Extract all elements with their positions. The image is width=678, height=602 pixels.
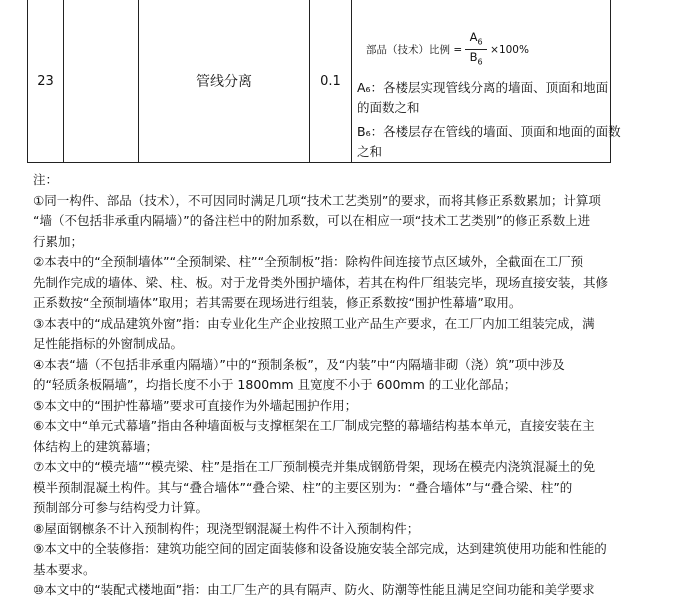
note-5: ⑤本文中的“围护性幕墙”要求可直接作为外墙起围护作用； (33, 397, 358, 413)
formula-denominator: $B_6$ (469, 50, 483, 67)
formula-numerator: $A_6$ (469, 30, 483, 47)
formula-prefix: 部品（技术）比例 = (366, 44, 463, 57)
note-9: ⑨本文中的全装修指：建筑功能空间的固定面装修和设备设施安装全部完成，达到建筑使用功能和性能的 基本要求。 (33, 541, 607, 577)
formula-fraction (465, 30, 487, 70)
notes-section (33, 170, 608, 601)
note-6: ⑥本文中“单元式幕墙”指由各种墙面板与支撑框架在工厂制成完整的幕墙结构基本单元，直接安装在主 体结构上的建筑幕墙； (33, 418, 595, 454)
formula-suffix: ×100% (490, 43, 529, 56)
definition-b: B₆：各楼层存在管线的墙面、顶面和地面的面数 之和 (357, 124, 621, 159)
note-1: ①同一构件、部品（技术），不可因同时满足几项“技术工艺类别”的要求，而将其修正系数累加；计算项 “墙（不包括非承重内隔墙）”的备注栏中的附加系数，可以在相应一项“技术工艺类别”的修正系数上进 行累加； (33, 192, 601, 249)
note-8: ⑧屋面钢檩条不计入预制构件；现浇型钢混凝土构件不计入预制构件； (33, 520, 420, 536)
ratio-formula (366, 30, 529, 70)
coefficient-value: 0.1 (320, 73, 341, 89)
note-2: ②本表中的“全预制墙体”“全预制梁、柱”“全预制板”指：除构件间连接节点区域外，全截面在工厂预 先制作完成的墙体、梁、柱、板。对于龙骨类外围护墙体，若其在构件厂组装完毕，现场直接安装，其修 正系数按“全预制墙体”取用；若其需要在现场进行组装，修正系数按“围护性幕墙”取用。 (33, 254, 609, 310)
category-cell (64, 0, 138, 162)
note-7: ⑦本文中的“模壳墙”“模壳梁、柱”是指在工厂预制模壳并集成钢筋骨架，现场在模壳内浇筑混凝土的免 模半预制混凝土构件。其与“叠合墙体”“叠合梁、柱”的主要区别为：“叠合墙体”与“叠合梁、柱”的 预制部分可参与结构受力计算。 (33, 459, 596, 515)
row-number: 23 (37, 73, 54, 89)
note-3: ③本表中的“成品建筑外窗”指：由专业化生产企业按照工业产品生产要求，在工厂内加工组装完成，满 足性能指标的外窗制成品。 (33, 315, 595, 351)
note-10: ⑩本文中的“装配式楼地面”指：由工厂生产的具有隔声、防火、防潮等性能且满足空间功能和美学要求 (33, 582, 595, 597)
note-4: ④本表“墙（不包括非承重内隔墙）”中的“预制条板”，及“内装”中“内隔墙非砌（浇）筑”项中涉及 的“轻质条板隔墙”，均指长度不小于 1800mm 且宽度不小于 600mm 的工业化部品； (33, 356, 565, 392)
item-name: 管线分离 (196, 74, 252, 90)
definition-a: A₆：各楼层实现管线分离的墙面、顶面和地面 的面数之和 (357, 80, 609, 115)
notes-heading: 注： (33, 172, 59, 187)
